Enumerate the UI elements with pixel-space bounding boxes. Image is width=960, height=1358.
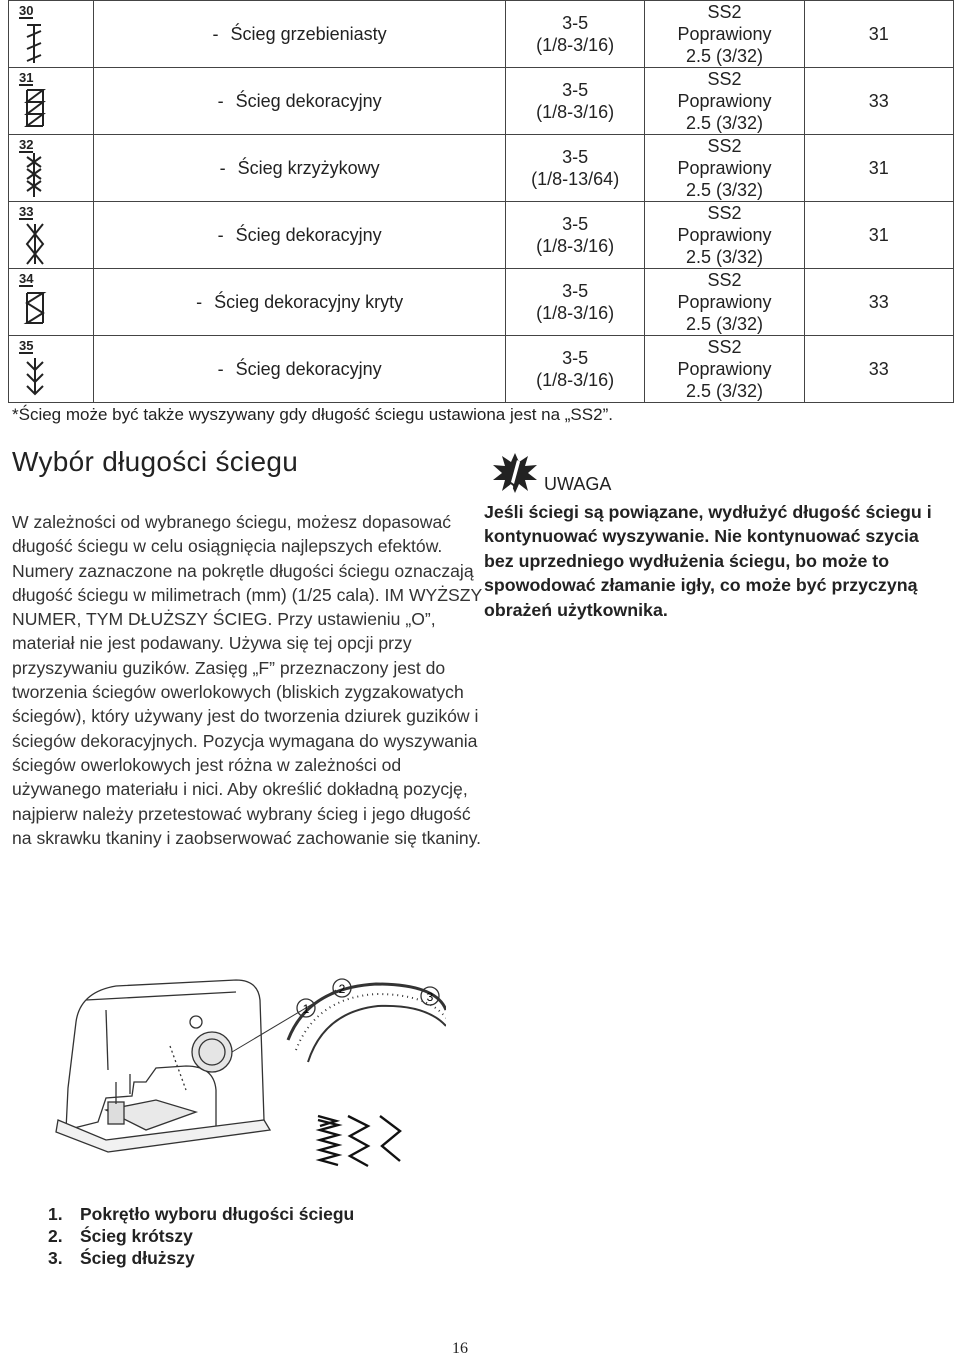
stitch-number: 35: [19, 338, 34, 353]
page-number: 16: [452, 1340, 468, 1357]
stitch-length-dial: [192, 1032, 232, 1072]
callout-2: 2: [338, 982, 346, 996]
stitch-name: Ścieg dekoracyjny: [235, 359, 382, 379]
stitch-row: [9, 68, 954, 135]
stitch-width-cell: [506, 1, 645, 68]
warning-burst-icon: [492, 452, 538, 494]
stitch-length: SS2: [707, 69, 742, 89]
stitch-length-range: 2.5 (3/32): [685, 381, 763, 401]
stitch-row: [9, 336, 954, 403]
table-footnote: *Ścieg może być także wyszywany gdy długość ściegu ustawiona jest na „SS2”.: [12, 405, 613, 424]
stitch-length: SS2: [707, 270, 742, 290]
stitch-width-cell: [506, 68, 645, 135]
stitch-row: [9, 202, 954, 269]
stitch-row: [9, 269, 954, 336]
stitch-page-ref: 31: [804, 202, 953, 269]
stitch-length-range: 2.5 (3/32): [685, 314, 763, 334]
callout-3: 3: [426, 990, 434, 1004]
legend-text: Ścieg dłuższy: [80, 1248, 195, 1268]
stitch-length-range: 2.5 (3/32): [685, 247, 763, 267]
legend-number: 2.: [48, 1226, 63, 1246]
stitch-pattern-icon: [23, 220, 49, 266]
stitch-width: 3-5: [562, 80, 589, 100]
stitch-width-range: (1/8-13/64): [531, 169, 620, 189]
stitch-length: SS2: [707, 2, 742, 22]
warning-text: Jeśli ściegi są powiązane, wydłużyć długość ściegu i kontynuować wyszywanie. Nie kontynuować szycia bez uprzedniego wydłużenia ściegu, bo może to spowodować złamanie igły, co może być przyczyną obrażeń użytkownika.: [484, 502, 932, 620]
stitch-number: 30: [19, 3, 34, 18]
stitch-dash: -: [217, 359, 224, 379]
stitch-page-ref: 31: [804, 135, 953, 202]
section-body-text: W zależności od wybranego ściegu, możesz dopasować długość ściegu w celu osiągnięcia najlepszych efektów. Numery zaznaczone na pokrętle długości ściegu oznaczają długość ściegu w milimetrach (mm) (1/25 cala). IM WYŻSZY NUMER, TYM DŁUŻSZY ŚCIEG. Przy ustawieniu „O”, materiał nie jest podawany. Używa się tej opcji przy przyszywaniu guzików. Zasięg „F” przeznaczony jest do tworzenia ściegów owerlokowych (bliskich zygzakowatych ściegów), który używany jest do tworzenia dziurek guzików i ściegów dekoracyjnych. Pozycja wymagana do wyszywania ściegów owerlokowych jest różna w zależności od używanego materiału i nici. Aby określić dokładną pozycję, najpierw należy przetestować wybrany ścieg i jego długość na skrawku tkaniny i zaobserwować zachowanie się tkaniny.: [12, 512, 482, 848]
legend-item: [48, 1203, 354, 1225]
stitch-icon-cell: [9, 202, 94, 269]
stitch-row: [9, 1, 954, 68]
stitch-length-mode: Poprawiony: [677, 24, 772, 44]
stitch-length: SS2: [707, 203, 742, 223]
stitch-page-ref: 31: [804, 1, 953, 68]
legend-text: Ścieg krótszy: [80, 1226, 193, 1246]
stitch-table: [8, 0, 954, 403]
figure-legend: [48, 1203, 354, 1269]
stitch-pattern-icon: [23, 86, 49, 132]
stitch-page-ref: 33: [804, 336, 953, 403]
stitch-length-cell: [645, 202, 804, 269]
stitch-icon-cell: [9, 336, 94, 403]
callout-1: 1: [302, 1002, 310, 1016]
stitch-width-range: (1/8-3/16): [536, 236, 615, 256]
stitch-dash: -: [219, 158, 226, 178]
stitch-number: 32: [19, 137, 34, 152]
stitch-page-ref: 33: [804, 68, 953, 135]
legend-number: 1.: [48, 1204, 63, 1224]
stitch-icon-cell: [9, 68, 94, 135]
stitch-number: 33: [19, 204, 34, 219]
stitch-pattern-icon: [23, 153, 49, 199]
stitch-length-cell: [645, 68, 804, 135]
medium-stitch-sample: [348, 1116, 368, 1166]
stitch-name: Ścieg dekoracyjny: [235, 91, 382, 111]
stitch-number: 34: [19, 271, 34, 286]
stitch-name-cell: [94, 336, 506, 403]
stitch-dash: -: [212, 24, 219, 44]
legend-item: [48, 1225, 354, 1247]
stitch-length-mode: Poprawiony: [677, 359, 772, 379]
stitch-icon-cell: [9, 269, 94, 336]
stitch-name-cell: [94, 202, 506, 269]
stitch-name-cell: [94, 269, 506, 336]
stitch-width-cell: [506, 202, 645, 269]
stitch-width: 3-5: [562, 348, 589, 368]
stitch-width: 3-5: [562, 214, 589, 234]
stitch-name: Ścieg dekoracyjny kryty: [214, 292, 404, 312]
stitch-name: Ścieg dekoracyjny: [235, 225, 382, 245]
stitch-width: 3-5: [562, 13, 589, 33]
stitch-length-range: 2.5 (3/32): [685, 46, 763, 66]
stitch-length-mode: Poprawiony: [677, 225, 772, 245]
stitch-pattern-icon: [23, 287, 49, 333]
stitch-page-ref: 33: [804, 269, 953, 336]
section-title: Wybór długości ściegu: [12, 446, 299, 477]
stitch-length-range: 2.5 (3/32): [685, 113, 763, 133]
stitch-width-range: (1/8-3/16): [536, 303, 615, 323]
stitch-row: [9, 135, 954, 202]
stitch-length: SS2: [707, 337, 742, 357]
stitch-name-cell: [94, 68, 506, 135]
stitch-width-range: (1/8-3/16): [536, 35, 615, 55]
stitch-number: 31: [19, 70, 34, 85]
stitch-length-range: 2.5 (3/32): [685, 180, 763, 200]
stitch-length-mode: Poprawiony: [677, 91, 772, 111]
stitch-length-mode: Poprawiony: [677, 158, 772, 178]
stitch-width: 3-5: [562, 281, 589, 301]
stitch-dash: -: [217, 91, 224, 111]
legend-item: [48, 1247, 354, 1269]
stitch-length-mode: Poprawiony: [677, 292, 772, 312]
stitch-length: SS2: [707, 136, 742, 156]
long-stitch-sample: [380, 1116, 400, 1161]
stitch-length-cell: [645, 135, 804, 202]
stitch-length-cell: [645, 336, 804, 403]
stitch-name: Ścieg grzebieniasty: [230, 24, 387, 44]
stitch-dash: -: [217, 225, 224, 245]
stitch-pattern-icon: [23, 354, 49, 400]
stitch-length-cell: [645, 1, 804, 68]
warning-title: UWAGA: [544, 474, 612, 494]
stitch-width-cell: [506, 336, 645, 403]
stitch-name-cell: [94, 1, 506, 68]
stitch-width-range: (1/8-3/16): [536, 102, 615, 122]
stitch-dash: -: [196, 292, 203, 312]
stitch-width-cell: [506, 135, 645, 202]
stitch-pattern-icon: [23, 19, 49, 65]
stitch-name: Ścieg krzyżykowy: [237, 158, 380, 178]
stitch-width: 3-5: [562, 147, 589, 167]
legend-number: 3.: [48, 1248, 63, 1268]
legend-text: Pokrętło wyboru długości ściegu: [80, 1204, 355, 1224]
stitch-icon-cell: [9, 1, 94, 68]
stitch-width-range: (1/8-3/16): [536, 370, 615, 390]
stitch-width-cell: [506, 269, 645, 336]
stitch-name-cell: [94, 135, 506, 202]
sewing-machine-illustration: [46, 970, 446, 1170]
stitch-length-cell: [645, 269, 804, 336]
stitch-icon-cell: [9, 135, 94, 202]
